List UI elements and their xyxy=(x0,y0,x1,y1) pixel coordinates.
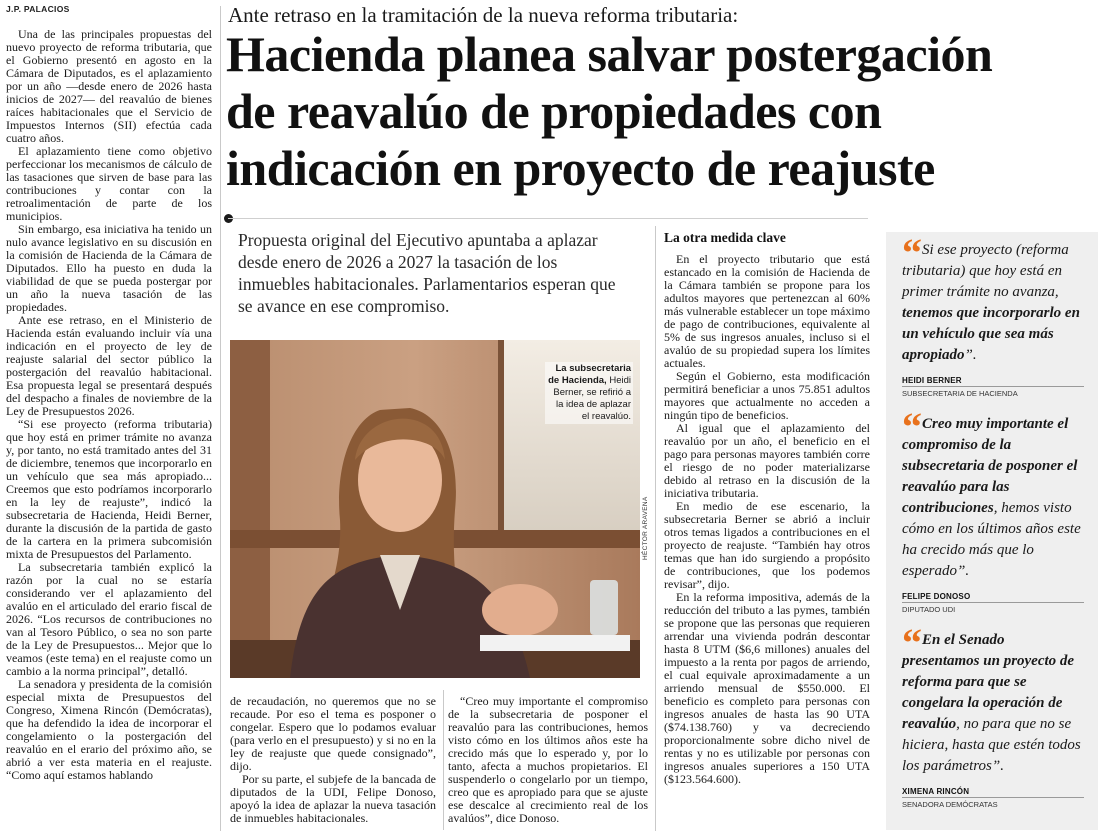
article-column-2 xyxy=(230,695,436,833)
paragraph: La subsecretaria también explicó la razón por la cual no se estaría considerando ver el aplazamiento del avalúo en el articulado del erario fiscal de 2026. “Los recursos de contribuciones no van al Tesoro Público, o sea no son parte de la Ley de Presupuestos... Mejor que lo veamos (este tema) en el reajuste como un cambio a la norma principal”, detalló. xyxy=(6,560,212,678)
photo-caption xyxy=(545,362,633,424)
article-column-4 xyxy=(664,253,870,833)
quote-text-bold: Creo muy importante el compromiso de la subsecretaria de posponer el reavalúo para las contribuciones xyxy=(902,416,1078,516)
headline-line: de reavalúo de propiedades con xyxy=(226,83,882,139)
pull-quote xyxy=(902,620,1084,777)
quote-text: , no para que no se hiciera, hasta que estén todos los parámetros”. xyxy=(902,716,1081,774)
photo-credit: HÉCTOR ARAVENA xyxy=(642,496,649,560)
quote-text: Si ese proyecto (reforma tributaria) que hoy está en primer trámite no avanza, xyxy=(902,242,1069,300)
article-column-1 xyxy=(6,28,212,833)
headline-line: indicación en proyecto de reajuste xyxy=(226,140,935,196)
paragraph: En el proyecto tributario que está estancado en la comisión de Hacienda de la Cámara también se propone para los adultos mayores que pertenezcan al 60% más vulnerable establecer un tope máximo de pago de contribuciones, equivalente al 5% de sus ingresos anuales, incluso si el avalúo de su propiedad supera los límites actuales. xyxy=(664,253,870,370)
pull-quote xyxy=(902,232,1084,366)
quote-mark-icon: “ xyxy=(902,404,919,449)
quote-author: FELIPE DONOSO xyxy=(902,592,971,601)
caption-lead: La subsecretaria de Hacienda, xyxy=(548,363,631,386)
quote-text: ”. xyxy=(964,347,977,363)
pull-quote xyxy=(902,404,1084,582)
paragraph: “Si ese proyecto (reforma tributaria) que hoy está en primer trámite no avanza y, por tanto, no está tramitado antes del 31 de diciembre, tenemos que incorporarlo en un vehículo que sea más apropiado... Creemos que esto podríamos incorporarlo en la ley de reajuste”, indicó la subsecretaria de Hacienda, Heidi Berner, durante la discusión de la partida de gasto de la cartera en la primera subcomisión mixta de Presupuestos del Parlamento. xyxy=(6,417,212,561)
paragraph: En medio de ese escenario, la subsecretaria Berner se abrió a incluir otros temas ligados a contribuciones en el proyecto de reajuste. “También hay otros temas que han ido surgiendo a propósito de contribuciones, que los podemos revisar”, dijo. xyxy=(664,499,870,591)
quote-mark-icon: “ xyxy=(902,620,919,665)
column-divider xyxy=(655,226,656,831)
headline-line: Hacienda planea salvar postergación xyxy=(226,26,993,82)
paragraph: Al igual que el aplazamiento del reavalúo por un año, el beneficio en el pago para personas mayores también corre el riesgo de no poder materializarse debido al retraso en la discusión de la iniciativa tributaria. xyxy=(664,421,870,500)
paragraph: Según el Gobierno, esta modificación permitirá beneficiar a unos 75.851 adultos mayores que actualmente no acceden a ningún tipo de beneficios. xyxy=(664,369,870,422)
quotes-sidebar xyxy=(886,232,1098,830)
quote-block xyxy=(902,620,1084,809)
quote-block xyxy=(902,404,1084,614)
quote-role: SENADORA DEMÓCRATAS xyxy=(902,797,1084,809)
paragraph: de recaudación, no queremos que no se recaude. Por eso el tema es posponer o congelar. Espero que lo podamos evaluar (para verlo en el presupuesto) y si no en la ley de reajuste que quede consignado”, dijo. xyxy=(230,695,436,773)
caption-text: Heidi Berner, se refirió a la idea de aplazar el reavalúo. xyxy=(553,375,631,422)
quote-text-bold: En el Senado presentamos un proyecto de reforma para que se congelara la operación de reavalúo xyxy=(902,632,1075,732)
byline: J.P. PALACIOS xyxy=(6,4,70,14)
paragraph: El aplazamiento tiene como objetivo perfeccionar los mecanismos de cálculo de las tasaciones que sirven de base para las contribuciones y contar con la retroalimentación de parte de los municipios. xyxy=(6,144,212,223)
quote-block xyxy=(902,232,1084,398)
headline-rule xyxy=(228,218,868,219)
paragraph: “Creo muy importante el compromiso de la subsecretaria de posponer el reavalúo para las contribuciones, hemos visto cómo en los últimos años este ha crecido más que lo esperado y, por lo tanto, afecta a muchos propietarios. El suspenderlo o congelarlo por un tiempo, creo que es apropiado para que se ajuste ese descalce al crecimiento real de los avalúos”, dice Donoso. xyxy=(448,695,648,825)
paragraph: Por su parte, el subjefe de la bancada de diputados de la UDI, Felipe Donoso, apoyó la idea de aplazar la nueva tasación de inmuebles habitacionales. xyxy=(230,772,436,825)
column-divider xyxy=(220,6,221,831)
paragraph: Ante ese retraso, en el Ministerio de Hacienda están evaluando incluir vía una indicación en el proyecto de ley de reajuste salarial del sector público la postergación del reavalúo habitacional. Esa propuesta legal se presentará después del despacho a finales de noviembre de la Ley de Presupuestos 2026. xyxy=(6,313,212,418)
paragraph: Una de las principales propuestas del nuevo proyecto de reforma tributaria, que el Gobierno presentó en agosto en la Cámara de Diputados, es el aplazamiento por un año —desde enero de 2026 hasta inicios de 2027— del reavalúo de bienes raíces habitacionales que el Servicio de Impuestos Internos (SII) efectúa cada cuatro años. xyxy=(6,28,212,145)
article-kicker: Ante retraso en la tramitación de la nueva reforma tributaria: xyxy=(228,3,739,27)
quote-mark-icon: “ xyxy=(902,232,919,275)
paragraph: En la reforma impositiva, además de la reducción del tributo a las pymes, también se propone que las personas que requieren arrendar una vivienda podrán descontar hasta 8 UTM ($6,6 millones) anuales del impuesto a la renta por pagos de arriendo, el cual equivale aproximadamente a un arriendo mensual de $550.000. El beneficio es completo para personas con ingresos anuales de hasta las 90 UTA ($74.138.760) y va decreciendo proporcionalmente sobre dicho nivel de rentas y no es utilizable por personas con ingresos anuales superiores a 150 UTA ($123.564.600). xyxy=(664,590,870,786)
quote-role: DIPUTADO UDI xyxy=(902,602,1084,614)
column-divider xyxy=(443,690,444,830)
article-summary: Propuesta original del Ejecutivo apuntaba a aplazar desde enero de 2026 a 2027 la tasación de los inmuebles habitacionales. Parlamentarios esperan que se avance en ese compromiso. xyxy=(238,230,616,316)
section-heading: La otra medida clave xyxy=(664,230,786,245)
article-column-3 xyxy=(448,695,648,833)
quote-role: SUBSECRETARIA DE HACIENDA xyxy=(902,386,1084,398)
paragraph: La senadora y presidenta de la comisión especial mixta de Presupuestos del Congreso, Ximena Rincón (Demócratas), que ha defendido la idea de incorporar el congelamiento o la postergación del reavalúo en el erario del próximo año, se abrió a ver esta materia en el reajuste. “Como aquí estamos hablando xyxy=(6,677,212,782)
quote-text: , hemos visto cómo en los últimos años este ha crecido más que lo esperado”. xyxy=(902,500,1081,579)
article-headline xyxy=(226,26,1094,197)
quote-author: HEIDI BERNER xyxy=(902,376,962,385)
quote-author: XIMENA RINCÓN xyxy=(902,787,970,796)
quote-text-bold: tenemos que incorporarlo en un vehículo que sea más apropiado xyxy=(902,305,1080,363)
paragraph: Sin embargo, esa iniciativa ha tenido un nulo avance legislativo en su discusión en la comisión de Hacienda de la Cámara de Diputados. Ello ha puesto en duda la viabilidad de que se pueda postergar por un año la nueva tasación de las propiedades. xyxy=(6,222,212,314)
